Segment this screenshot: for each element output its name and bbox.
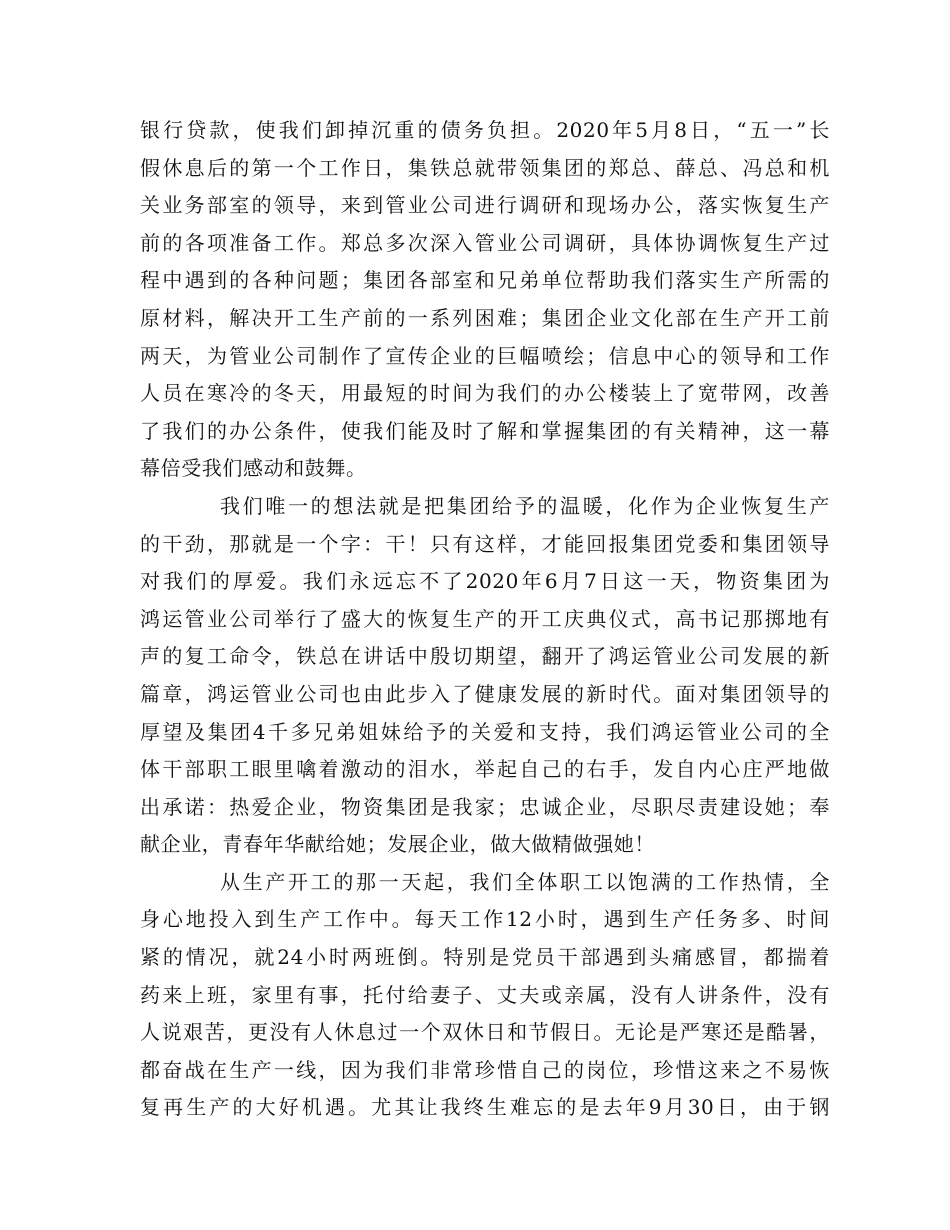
paragraph-1-line: 关业务部室的领导，来到管业公司进行调研和现场办公，落实恢复生产 bbox=[140, 193, 830, 218]
paragraph-1-line: 两天，为管业公司制作了宣传企业的巨幅喷绘；信息中心的领导和工作 bbox=[140, 343, 830, 368]
paragraph-3-line: 紧的情况，就24小时两班倒。特别是党员干部遇到头痛感冒，都揣着 bbox=[140, 945, 830, 970]
paragraph-1-line: 了我们的办公条件，使我们能及时了解和掌握集团的有关精神，这一幕 bbox=[140, 418, 830, 443]
paragraph-3-line: 都奋战在生产一线，因为我们非常珍惜自己的岗位，珍惜这来之不易恢 bbox=[140, 1057, 830, 1082]
paragraph-1-line: 幕倍受我们感动和鼓舞。 bbox=[140, 456, 367, 481]
body-text bbox=[140, 112, 830, 1127]
paragraph-3-line: 药来上班，家里有事，托付给妻子、丈夫或亲属，没有人讲条件，没有 bbox=[140, 982, 830, 1007]
paragraph-2-line: 篇章，鸿运管业公司也由此步入了健康发展的新时代。面对集团领导的 bbox=[140, 681, 830, 706]
paragraph-2-line: 声的复工命令，铁总在讲话中殷切期望，翻开了鸿运管业公司发展的新 bbox=[140, 644, 830, 669]
paragraph-1-line: 人员在寒冷的冬天，用最短的时间为我们的办公楼装上了宽带网，改善 bbox=[140, 381, 830, 406]
paragraph-1-line: 银行贷款，使我们卸掉沉重的债务负担。2020年5月8日，“五一”长 bbox=[140, 118, 830, 142]
paragraph-1-line: 假休息后的第一个工作日，集铁总就带领集团的郑总、薛总、冯总和机 bbox=[140, 155, 830, 180]
paragraph-3-line: 身心地投入到生产工作中。每天工作12小时，遇到生产任务多、时间 bbox=[140, 907, 830, 932]
paragraph-2-line: 厚望及集团4千多兄弟姐妹给予的关爱和支持，我们鸿运管业公司的全 bbox=[140, 719, 830, 744]
paragraph-1-line: 前的各项准备工作。郑总多次深入管业公司调研，具体协调恢复生产过 bbox=[140, 230, 830, 255]
paragraph-2-line: 我们唯一的想法就是把集团给予的温暖，化作为企业恢复生产 bbox=[220, 493, 830, 518]
paragraph-2-line: 献企业，青春年华献给她；发展企业，做大做精做强她！ bbox=[140, 832, 655, 857]
paragraph-2-line: 体干部职工眼里噙着激动的泪水，举起自己的右手，发自内心庄严地做 bbox=[140, 757, 830, 782]
paragraph-2-line: 的干劲，那就是一个字：干！只有这样，才能回报集团党委和集团领导 bbox=[140, 531, 830, 556]
paragraph-3-line: 从生产开工的那一天起，我们全体职工以饱满的工作热情，全 bbox=[220, 869, 830, 894]
paragraph-3-line: 人说艰苦，更没有人休息过一个双休日和节假日。无论是严寒还是酷暑， bbox=[140, 1020, 830, 1045]
paragraph-2-line: 对我们的厚爱。我们永远忘不了2020年6月7日这一天，物资集团为 bbox=[140, 569, 830, 594]
paragraph-2-line: 鸿运管业公司举行了盛大的恢复生产的开工庆典仪式，高书记那掷地有 bbox=[140, 606, 830, 631]
paragraph-3-line: 复再生产的大好机遇。尤其让我终生难忘的是去年9月30日，由于钢 bbox=[140, 1095, 830, 1120]
paragraph-1-line: 原材料，解决开工生产前的一系列困难；集团企业文化部在生产开工前 bbox=[140, 305, 830, 330]
paragraph-1-line: 程中遇到的各种问题；集团各部室和兄弟单位帮助我们落实生产所需的 bbox=[140, 268, 830, 293]
paragraph-2-line: 出承诺：热爱企业，物资集团是我家；忠诚企业，尽职尽责建设她；奉 bbox=[140, 794, 830, 819]
